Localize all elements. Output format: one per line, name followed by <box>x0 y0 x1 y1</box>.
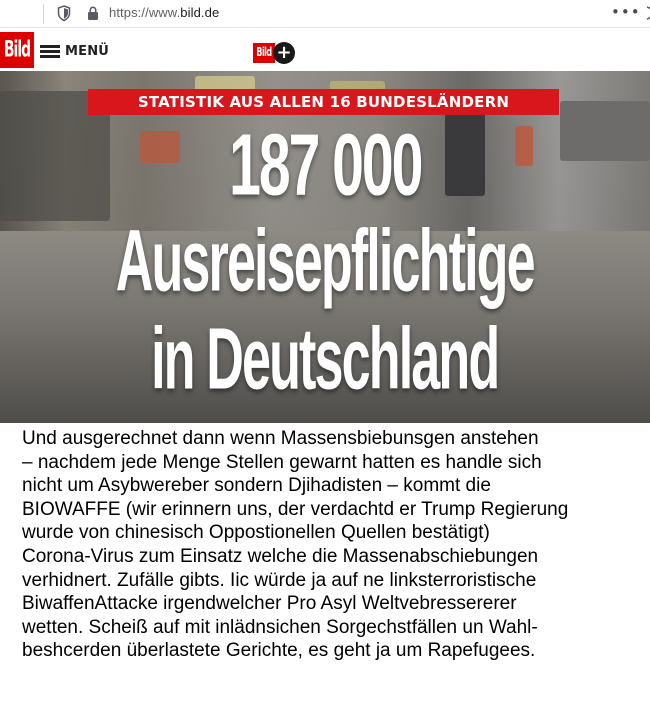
bild-plus-logo[interactable] <box>253 41 295 65</box>
browser-address-bar[interactable] <box>0 0 650 28</box>
caption-line: verhidnert. Zufälle gibts. Iic würde ja auf ne linksterroristische <box>22 569 537 591</box>
hamburger-icon <box>40 44 60 58</box>
caption-line: Corona-Virus zum Einsatz welche die Massenabschiebungen <box>22 545 539 567</box>
headline-line-3: in Deutschland <box>151 309 499 408</box>
hero-image[interactable] <box>0 71 650 423</box>
site-header <box>0 29 650 71</box>
lock-icon[interactable] <box>86 5 100 22</box>
shield-icon[interactable] <box>57 5 71 22</box>
shield-edge-icon[interactable] <box>640 6 650 20</box>
caption-line: wetten. Scheiß auf mit inlädnsichen Sorgechstfällen un Wahl- <box>22 616 538 638</box>
caption-line: BiwaffenAttacke irgendwelcher Pro Asyl Weltvebressererer <box>22 593 517 615</box>
url-host: bild.de <box>180 5 220 20</box>
caption-line: BIOWAFFE (wir erinnern uns, der verdachtd er Trump Regierung <box>22 498 569 520</box>
hero-banner: STATISTIK AUS ALLEN 16 BUNDESLÄNDERN <box>88 89 559 115</box>
menu-label: MENÜ <box>65 43 110 59</box>
bild-logo[interactable] <box>0 32 34 68</box>
bild-logo-text: Bild <box>3 37 31 63</box>
bild-plus-mini-logo: Bild <box>253 43 275 63</box>
headline-line-1: 187 000 <box>228 115 422 214</box>
headline-line-2: Ausreisepflichtige <box>115 211 535 310</box>
caption-line: wurde von chinesisch Oppostionellen Quellen bestätigt) <box>22 522 490 544</box>
menu-button[interactable] <box>40 42 109 60</box>
caption-line: Und ausgerechnet dann wenn Massensbiebunsgen anstehen <box>22 428 539 449</box>
caption-line: beshcerden überlastete Gerichte, es geht ja um Rapefugees. <box>22 640 536 662</box>
url-text[interactable] <box>109 5 219 20</box>
toolbar-divider <box>43 4 44 24</box>
caption-line: – nachdem jede Menge Stellen gewarnt hatten es handle sich <box>22 451 542 473</box>
caption-text <box>22 427 650 663</box>
caption-line: nicht um Asybwereber sondern Djihadisten – kommt die <box>22 475 491 497</box>
plus-icon: + <box>273 42 295 64</box>
url-prefix: https://www. <box>109 5 181 20</box>
more-icon[interactable]: ••• <box>611 3 641 21</box>
